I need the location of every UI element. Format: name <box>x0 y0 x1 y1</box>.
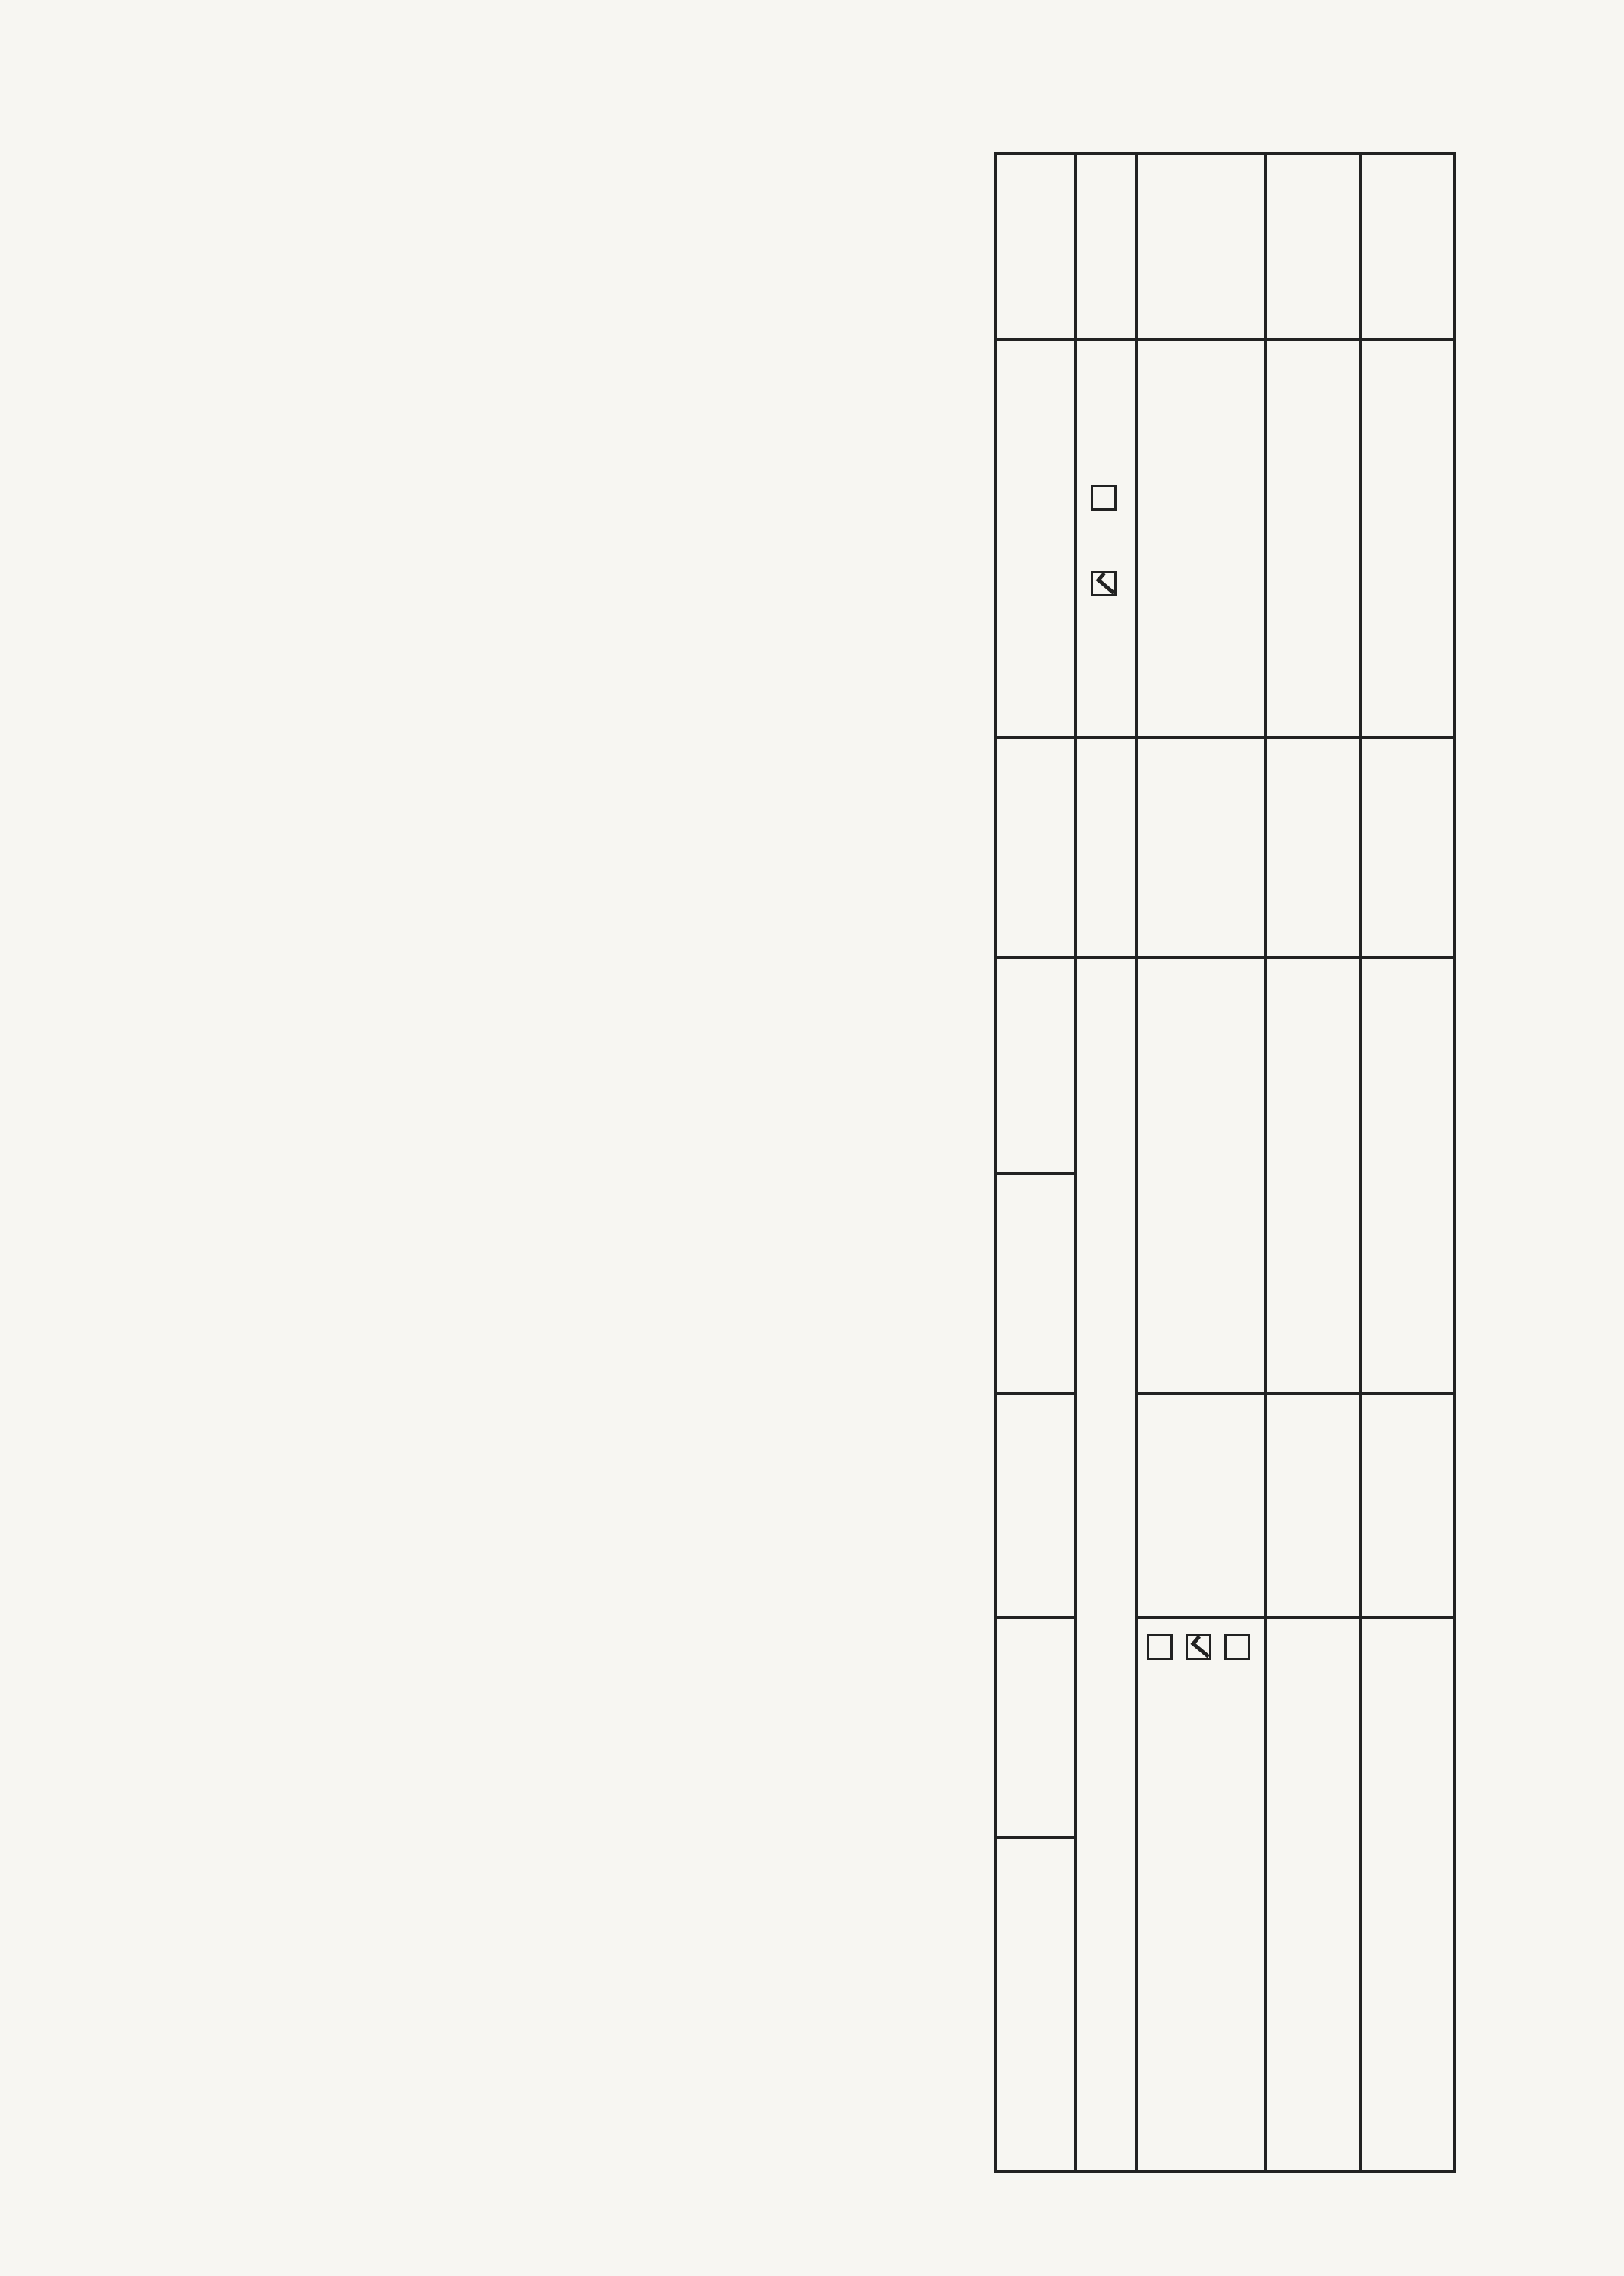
purchaser-label <box>1360 153 1455 339</box>
stage-info-value <box>1076 957 1136 2171</box>
contract-name-label <box>1360 1394 1455 1617</box>
content-item-7-8 <box>996 1837 1076 2171</box>
purchaser-value <box>1360 339 1455 737</box>
row-purchaser <box>1360 153 1455 2171</box>
stage-yes-checkbox <box>1091 485 1117 511</box>
content-label <box>996 153 1076 339</box>
org-option-agency <box>1142 1630 1181 2159</box>
content-item-1 <box>996 339 1076 737</box>
supplier-label <box>1265 153 1360 339</box>
org-options <box>1136 1617 1265 2171</box>
content-item-4 <box>996 1174 1076 1394</box>
acceptance-form-table <box>994 152 1456 2173</box>
row-time <box>1136 153 1265 2171</box>
project-no-value <box>1265 957 1360 1394</box>
place-value <box>1136 957 1265 1394</box>
amount-values <box>1265 1617 1360 2171</box>
time-value <box>1136 339 1265 737</box>
org-label <box>1136 1394 1265 1617</box>
contract-name-value <box>1360 1617 1455 2171</box>
org-option-third-party <box>1181 1630 1220 2159</box>
supplier-value <box>1265 339 1360 737</box>
place-label <box>1136 737 1265 957</box>
stage-label <box>1076 153 1136 339</box>
org-option-self <box>1220 1630 1259 2159</box>
org-agency-checkbox <box>1147 1634 1173 1660</box>
row-content-items <box>996 153 1076 2171</box>
project-name-value <box>1360 957 1455 1394</box>
content-item-3 <box>996 957 1076 1174</box>
stage-info-label <box>1076 737 1136 957</box>
project-name-label <box>1360 737 1455 957</box>
org-self-checkbox <box>1225 1634 1251 1660</box>
row-supplier <box>1265 153 1360 2171</box>
org-third-party-checkbox <box>1186 1634 1211 1660</box>
rotated-form <box>46 30 1608 2246</box>
content-item-2 <box>996 737 1076 957</box>
stage-no-checkbox <box>1091 571 1117 596</box>
content-item-5 <box>996 1394 1076 1617</box>
project-no-label <box>1265 737 1360 957</box>
time-label <box>1136 153 1265 339</box>
content-item-6 <box>996 1617 1076 1837</box>
stage-options <box>1076 339 1136 737</box>
row-stage <box>1076 153 1136 2171</box>
amount-label <box>1265 1394 1360 1617</box>
